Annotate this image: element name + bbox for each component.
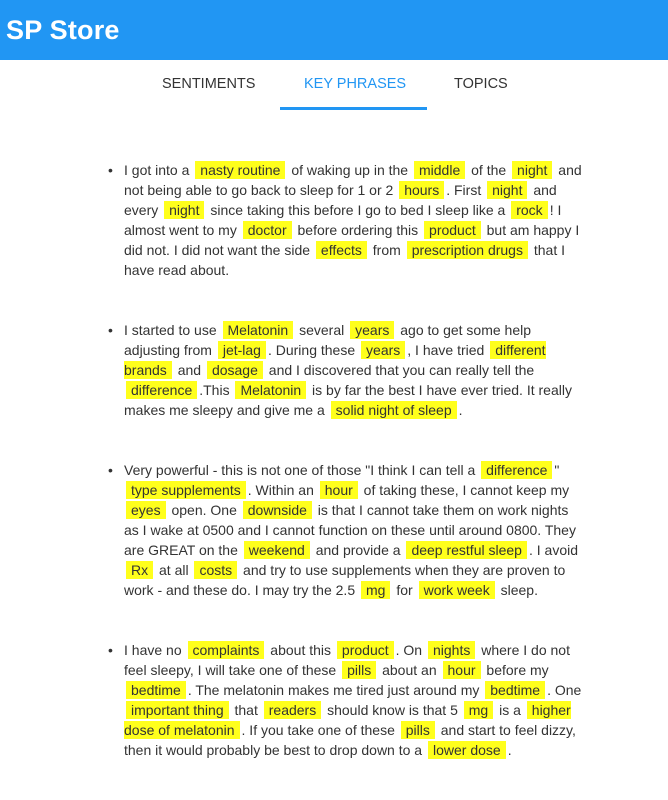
key-phrase-highlight: eyes xyxy=(126,501,166,519)
review-text-segment: .This xyxy=(199,382,234,398)
key-phrase-highlight: bedtime xyxy=(485,681,545,699)
review-text-segment: I got into a xyxy=(124,162,194,178)
key-phrase-highlight: product xyxy=(424,221,481,239)
review-text-segment: sleep. xyxy=(496,582,538,598)
tab-key-phrases[interactable]: KEY PHRASES xyxy=(304,76,407,92)
review-list xyxy=(0,160,668,760)
key-phrase-highlight: type supplements xyxy=(126,481,246,499)
review-text-segment: ago to get some help adjusting from xyxy=(124,322,532,358)
review-text-segment: I started to use xyxy=(124,322,221,338)
review-text-segment: that xyxy=(230,702,262,718)
key-phrase-highlight: lower dose xyxy=(428,741,506,759)
key-phrase-highlight: bedtime xyxy=(126,681,186,699)
review-text-segment: open. One xyxy=(167,502,241,518)
key-phrase-highlight: mg xyxy=(464,701,493,719)
bullet-icon: • xyxy=(108,462,113,478)
review-text-segment: . I avoid xyxy=(528,542,578,558)
review-item xyxy=(108,160,586,280)
review-text-segment: since taking this before I go to bed I sleep like a xyxy=(206,202,510,218)
review-text-segment: and try to use supplements when they are proven to work - and these do. I may try the 2.5 xyxy=(124,562,566,598)
key-phrase-highlight: complaints xyxy=(188,641,265,659)
review-text-segment: is a xyxy=(495,702,525,718)
key-phrase-highlight: deep restful sleep xyxy=(406,541,527,559)
review-text-segment: . On xyxy=(395,642,426,658)
key-phrase-highlight: pills xyxy=(342,661,376,679)
active-tab-indicator xyxy=(280,107,427,110)
bullet-icon: • xyxy=(108,322,113,338)
key-phrase-highlight: downside xyxy=(243,501,312,519)
review-text-segment: of taking these, I cannot keep my xyxy=(359,482,570,498)
key-phrase-highlight: rock xyxy=(511,201,547,219)
review-text-segment: I have no xyxy=(124,642,186,658)
review-text-segment: where I do not feel sleepy, I will take one of these xyxy=(124,642,570,678)
review-text-segment: should know is that 5 xyxy=(323,702,462,718)
review-text-segment: and I discovered that you can really tell the xyxy=(264,362,535,378)
review-text-segment: at all xyxy=(155,562,193,578)
key-phrase-highlight: difference xyxy=(481,461,552,479)
review-text-segment: for xyxy=(392,582,417,598)
review-text-segment: and start to feel dizzy, then it would probably be best to drop down to a xyxy=(124,722,576,758)
review-text xyxy=(124,162,582,278)
review-text-segment: . xyxy=(507,742,512,758)
review-item xyxy=(108,460,586,600)
review-item xyxy=(108,640,586,760)
review-text-segment: , I have tried xyxy=(407,342,489,358)
key-phrase-highlight: doctor xyxy=(243,221,292,239)
key-phrase-highlight: readers xyxy=(264,701,321,719)
key-phrase-highlight: years xyxy=(361,341,405,359)
key-phrase-highlight: important thing xyxy=(126,701,229,719)
app-header xyxy=(0,0,668,60)
key-phrases-panel xyxy=(0,160,668,800)
review-text-segment: ! I almost went to my xyxy=(124,202,562,238)
key-phrase-highlight: hour xyxy=(443,661,481,679)
tab-sentiments[interactable]: SENTIMENTS xyxy=(162,76,256,92)
review-text-segment: is that I cannot take them on work nights as I wake at 0500 and I cannot function on these until around 0800. They are GREAT on the xyxy=(124,502,576,558)
bullet-icon: • xyxy=(108,642,113,658)
review-text-segment: and provide a xyxy=(311,542,405,558)
review-text xyxy=(124,642,581,758)
review-text-segment: but am happy I did not. I did not want the side xyxy=(124,222,580,258)
key-phrase-highlight: Melatonin xyxy=(235,381,306,399)
key-phrase-highlight: weekend xyxy=(244,541,310,559)
tab-bar xyxy=(0,60,668,112)
app-title: SP Store xyxy=(6,14,120,45)
key-phrase-highlight: hours xyxy=(399,181,444,199)
key-phrase-highlight: difference xyxy=(126,381,197,399)
review-text-segment: several xyxy=(295,322,349,338)
review-text-segment: . First xyxy=(446,182,486,198)
key-phrase-highlight: dosage xyxy=(207,361,263,379)
tab-topics[interactable]: TOPICS xyxy=(454,76,508,92)
key-phrase-highlight: different brands xyxy=(124,342,546,378)
review-text-segment: . During these xyxy=(267,342,360,358)
key-phrase-highlight: years xyxy=(350,321,394,339)
review-text-segment: of waking up in the xyxy=(287,162,412,178)
key-phrase-highlight: nights xyxy=(428,641,475,659)
review-text xyxy=(124,462,578,598)
review-text-segment: and every xyxy=(124,182,557,218)
review-text-segment: Very powerful - this is not one of those "I think I can tell a xyxy=(124,462,480,478)
review-text-segment: and not being able to go back to sleep for 1 or 2 xyxy=(124,162,582,198)
review-text-segment: . One xyxy=(547,682,582,698)
review-text-segment: about an xyxy=(378,662,441,678)
key-phrase-highlight: mg xyxy=(361,581,390,599)
review-text-segment: and xyxy=(173,362,205,378)
bullet-icon: • xyxy=(108,162,113,178)
key-phrase-highlight: work week xyxy=(419,581,495,599)
key-phrase-highlight: night xyxy=(512,161,552,179)
review-text-segment: about this xyxy=(266,642,335,658)
key-phrase-highlight: costs xyxy=(194,561,237,579)
key-phrase-highlight: effects xyxy=(316,241,367,259)
key-phrase-highlight: jet-lag xyxy=(218,341,266,359)
review-text-segment: . The melatonin makes me tired just around my xyxy=(187,682,484,698)
key-phrase-highlight: night xyxy=(487,181,527,199)
review-text-segment: . Within an xyxy=(247,482,318,498)
review-text-segment: before ordering this xyxy=(293,222,423,238)
review-text-segment: is by far the best I have ever tried. It really makes me sleepy and give me a xyxy=(124,382,572,418)
review-text-segment: . If you take one of these xyxy=(241,722,399,738)
key-phrase-highlight: middle xyxy=(414,161,465,179)
review-text-segment: that I have read about. xyxy=(124,242,565,278)
review-item xyxy=(108,320,586,420)
key-phrase-highlight: hour xyxy=(320,481,358,499)
key-phrase-highlight: Melatonin xyxy=(223,321,294,339)
key-phrase-highlight: higher dose of melatonin xyxy=(124,702,571,738)
key-phrase-highlight: solid night of sleep xyxy=(331,401,457,419)
review-text-segment: before my xyxy=(482,662,549,678)
key-phrase-highlight: Rx xyxy=(126,561,153,579)
key-phrase-highlight: nasty routine xyxy=(195,161,285,179)
review-text-segment: . xyxy=(458,402,463,418)
review-text-segment: from xyxy=(368,242,405,258)
review-text xyxy=(124,322,572,418)
review-text-segment: " xyxy=(554,462,560,478)
key-phrase-highlight: product xyxy=(337,641,394,659)
key-phrase-highlight: night xyxy=(164,201,204,219)
key-phrase-highlight: prescription drugs xyxy=(407,241,528,259)
key-phrase-highlight: pills xyxy=(401,721,435,739)
review-text-segment: of the xyxy=(467,162,511,178)
